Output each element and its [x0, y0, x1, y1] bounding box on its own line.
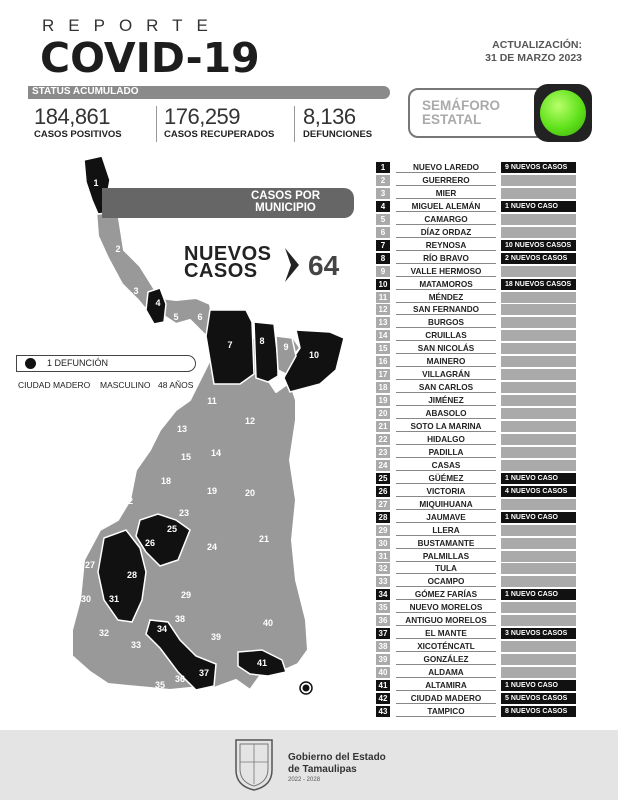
municipio-cases — [501, 266, 576, 277]
municipio-name: PADILLA — [396, 447, 496, 458]
municipio-name: RÍO BRAVO — [396, 253, 496, 264]
municipio-number: 34 — [376, 589, 390, 600]
municipio-number: 32 — [376, 563, 390, 574]
municipio-row — [376, 356, 576, 368]
map-label: 29 — [180, 590, 192, 600]
municipio-row — [376, 551, 576, 563]
municipio-number: 27 — [376, 499, 390, 510]
municipio-cases — [501, 525, 576, 536]
municipio-row — [376, 292, 576, 304]
state-seal-icon — [232, 736, 276, 792]
defuncion-marker — [303, 685, 310, 692]
municipio-number: 30 — [376, 538, 390, 549]
municipio-number: 29 — [376, 525, 390, 536]
municipio-name: GONZÁLEZ — [396, 654, 496, 665]
municipio-number: 37 — [376, 628, 390, 639]
municipio-row — [376, 253, 576, 265]
map-label: 36 — [174, 674, 186, 684]
gobierno-line2: de Tamaulipas — [288, 764, 357, 775]
municipio-number: 10 — [376, 279, 390, 290]
municipio-number: 43 — [376, 706, 390, 717]
municipio-number: 20 — [376, 408, 390, 419]
municipio-name: MIER — [396, 188, 496, 199]
semaforo-label — [422, 99, 500, 127]
municipio-name: CASAS — [396, 460, 496, 471]
municipio-name: TULA — [396, 563, 496, 574]
municipio-name: MÉNDEZ — [396, 292, 496, 303]
municipio-cases — [501, 563, 576, 574]
map-label: 39 — [210, 632, 222, 642]
chevron-right-icon — [283, 248, 301, 282]
map-label: 24 — [206, 542, 218, 552]
map-label: 17 — [126, 460, 138, 470]
map-label: 10 — [308, 350, 320, 360]
municipio-number: 14 — [376, 330, 390, 341]
status-label: STATUS ACUMULADO — [32, 86, 139, 97]
municipio-name: GÓMEZ FARÍAS — [396, 589, 496, 600]
municipio-number: 13 — [376, 317, 390, 328]
municipio-cases — [501, 499, 576, 510]
defuncion-dot-icon — [25, 358, 36, 369]
municipio-cases: 10 NUEVOS CASOS — [501, 240, 576, 251]
municipio-cases — [501, 395, 576, 406]
municipio-cases: 1 NUEVO CASO — [501, 512, 576, 523]
municipio-number: 1 — [376, 162, 390, 173]
municipio-name: GÜÉMEZ — [396, 473, 496, 484]
stat-value: 184,861 — [34, 104, 111, 129]
municipio-number: 17 — [376, 369, 390, 380]
defuncion-sex: MASCULINO — [100, 380, 151, 390]
municipio-cases: 4 NUEVOS CASOS — [501, 486, 576, 497]
map-label: 32 — [98, 628, 110, 638]
municipio-cases — [501, 356, 576, 367]
municipio-row — [376, 162, 576, 174]
municipio-number: 28 — [376, 512, 390, 523]
casos-line1: CASOS POR — [250, 190, 320, 202]
update-label: ACTUALIZACIÓN: — [492, 39, 582, 51]
municipio-row — [376, 654, 576, 666]
municipio-row — [376, 667, 576, 679]
municipio-number: 39 — [376, 654, 390, 665]
municipio-cases — [501, 551, 576, 562]
page-title: COVID-19 — [40, 34, 260, 82]
map-label: 23 — [178, 508, 190, 518]
municipio-number: 23 — [376, 447, 390, 458]
municipio-number: 4 — [376, 201, 390, 212]
municipio-name: BURGOS — [396, 317, 496, 328]
municipio-row — [376, 188, 576, 200]
municipio-row — [376, 240, 576, 252]
municipio-name: CRUILLAS — [396, 330, 496, 341]
municipio-name: ANTIGUO MORELOS — [396, 615, 496, 626]
municipio-number: 35 — [376, 602, 390, 613]
municipio-cases — [501, 447, 576, 458]
municipio-cases — [501, 214, 576, 225]
municipio-cases — [501, 292, 576, 303]
stat-value: 8,136 — [303, 104, 356, 129]
map-label: 13 — [176, 424, 188, 434]
municipio-row — [376, 641, 576, 653]
municipio-row — [376, 628, 576, 640]
gobierno-period: 2022 - 2028 — [288, 777, 321, 783]
stat-defunciones — [303, 104, 372, 140]
map-label: 41 — [256, 658, 268, 668]
map-label: 1 — [93, 178, 99, 188]
municipio-row — [376, 576, 576, 588]
municipio-number: 11 — [376, 292, 390, 303]
map-label: 3 — [133, 286, 139, 296]
municipio-name: OCAMPO — [396, 576, 496, 587]
map-label: 15 — [180, 452, 192, 462]
map-label: 26 — [144, 538, 156, 548]
map-label: 37 — [198, 668, 210, 678]
municipio-cases — [501, 641, 576, 652]
stat-divider — [156, 106, 157, 142]
map-label: 30 — [80, 594, 92, 604]
municipio-cases: 2 NUEVOS CASOS — [501, 253, 576, 264]
municipio-cases — [501, 188, 576, 199]
map-label: 8 — [259, 336, 265, 346]
status-bar — [28, 86, 390, 99]
map-label: 31 — [108, 594, 120, 604]
green-light — [540, 90, 586, 136]
update-date: 31 DE MARZO 2023 — [485, 52, 582, 64]
stat-label: CASOS RECUPERADOS — [164, 129, 275, 140]
municipio-number: 15 — [376, 343, 390, 354]
stat-positivos — [34, 104, 122, 140]
municipio-name: VALLE HERMOSO — [396, 266, 496, 277]
map-label: 7 — [227, 340, 233, 350]
map-label: 5 — [173, 312, 179, 322]
map-label: 27 — [84, 560, 96, 570]
municipio-number: 41 — [376, 680, 390, 691]
municipio-cases — [501, 408, 576, 419]
municipio-number: 16 — [376, 356, 390, 367]
municipio-row — [376, 382, 576, 394]
municipio-number: 24 — [376, 460, 390, 471]
map-label: 20 — [244, 488, 256, 498]
casos-line2: MUNICIPIO — [255, 202, 316, 214]
municipio-cases: 5 NUEVOS CASOS — [501, 693, 576, 704]
municipio-cases — [501, 602, 576, 613]
stat-recuperados — [164, 104, 274, 140]
municipio-name: SOTO LA MARINA — [396, 421, 496, 432]
municipio-number: 36 — [376, 615, 390, 626]
municipio-cases: 9 NUEVOS CASOS — [501, 162, 576, 173]
municipio-name: GUERRERO — [396, 175, 496, 186]
stat-value: 176,259 — [164, 104, 241, 129]
municipio-number: 6 — [376, 227, 390, 238]
municipio-row — [376, 538, 576, 550]
municipio-cases — [501, 615, 576, 626]
map-label: 2 — [115, 244, 121, 254]
map-label: 42 — [286, 676, 298, 686]
municipio-cases — [501, 654, 576, 665]
casos-por-municipio-title — [251, 190, 320, 214]
map-label: 12 — [244, 416, 256, 426]
defuncion-legend-label: 1 DEFUNCIÓN — [47, 358, 109, 368]
municipio-cases — [501, 538, 576, 549]
map-label: 16 — [100, 456, 112, 466]
stat-label: CASOS POSITIVOS — [34, 129, 122, 140]
map-label: 9 — [283, 342, 289, 352]
municipio-cases — [501, 317, 576, 328]
municipio-name: XICOTÉNCATL — [396, 641, 496, 652]
municipio-row — [376, 693, 576, 705]
municipio-row — [376, 460, 576, 472]
municipio-row — [376, 589, 576, 601]
municipio-number: 9 — [376, 266, 390, 277]
casos-por-municipio-banner — [102, 188, 354, 218]
map-label: 14 — [210, 448, 222, 458]
gobierno-line1: Gobierno del Estado — [288, 752, 386, 763]
municipio-row — [376, 499, 576, 511]
report-kicker: REPORTE — [42, 16, 222, 35]
update-info — [485, 39, 582, 65]
municipio-cases: 18 NUEVOS CASOS — [501, 279, 576, 290]
municipio-row — [376, 447, 576, 459]
municipio-cases: 1 NUEVO CASO — [501, 473, 576, 484]
municipio-number: 38 — [376, 641, 390, 652]
municipio-name: TAMPICO — [396, 706, 496, 717]
municipio-cases — [501, 175, 576, 186]
municipio-name: MAINERO — [396, 356, 496, 367]
municipio-number: 40 — [376, 667, 390, 678]
municipio-cases — [501, 369, 576, 380]
municipio-cases — [501, 421, 576, 432]
nuevos-casos-count: 64 — [308, 250, 340, 281]
map-label: 11 — [207, 396, 217, 406]
municipio-row — [376, 602, 576, 614]
municipio-cases: 1 NUEVO CASO — [501, 680, 576, 691]
map-label: 25 — [166, 524, 178, 534]
nuevos-line1: NUEVOS — [184, 243, 272, 265]
municipio-name: BUSTAMANTE — [396, 538, 496, 549]
municipio-row — [376, 421, 576, 433]
municipio-name: VILLAGRÁN — [396, 369, 496, 380]
municipio-number: 42 — [376, 693, 390, 704]
map-label: 21 — [258, 534, 270, 544]
municipio-name: MATAMOROS — [396, 279, 496, 290]
footer — [0, 730, 618, 800]
municipio-number: 31 — [376, 551, 390, 562]
municipio-name: NUEVO MORELOS — [396, 602, 496, 613]
municipio-row — [376, 680, 576, 692]
municipio-number: 12 — [376, 304, 390, 315]
tamaulipas-map — [60, 150, 360, 700]
semaforo-panel — [408, 88, 582, 138]
municipio-name: CAMARGO — [396, 214, 496, 225]
gobierno-label — [288, 752, 386, 776]
municipio-row — [376, 408, 576, 420]
municipio-name: CIUDAD MADERO — [396, 693, 496, 704]
stat-label: DEFUNCIONES — [303, 129, 373, 140]
municipio-row — [376, 395, 576, 407]
municipio-name: MIGUEL ALEMÁN — [396, 201, 496, 212]
municipio-row — [376, 266, 576, 278]
semaforo-line2: ESTATAL — [422, 112, 482, 127]
municipio-number: 3 — [376, 188, 390, 199]
municipio-row — [376, 330, 576, 342]
nuevos-line2: CASOS — [184, 260, 258, 282]
map-label: 40 — [262, 618, 274, 628]
stat-divider — [294, 106, 295, 142]
municipio-cases — [501, 434, 576, 445]
municipio-number: 8 — [376, 253, 390, 264]
defuncion-place: CIUDAD MADERO — [18, 380, 91, 390]
map-label: 4 — [155, 298, 161, 308]
municipio-name: PALMILLAS — [396, 551, 496, 562]
municipio-row — [376, 227, 576, 239]
municipio-number: 21 — [376, 421, 390, 432]
municipio-row — [376, 279, 576, 291]
municipio-number: 25 — [376, 473, 390, 484]
municipio-cases — [501, 382, 576, 393]
municipio-cases — [501, 460, 576, 471]
municipio-number: 5 — [376, 214, 390, 225]
municipio-name: EL MANTE — [396, 628, 496, 639]
municipio-name: SAN FERNANDO — [396, 304, 496, 315]
municipio-row — [376, 317, 576, 329]
defuncion-legend — [16, 355, 196, 372]
municipio-number: 2 — [376, 175, 390, 186]
municipio-number: 22 — [376, 434, 390, 445]
municipio-row — [376, 304, 576, 316]
semaforo-line1: SEMÁFORO — [422, 98, 501, 113]
municipio-row — [376, 512, 576, 524]
municipio-name: VICTORIA — [396, 486, 496, 497]
municipio-name: SAN NICOLÁS — [396, 343, 496, 354]
municipio-name: ALDAMA — [396, 667, 496, 678]
municipio-name: HIDALGO — [396, 434, 496, 445]
municipio-row — [376, 175, 576, 187]
municipio-number: 19 — [376, 395, 390, 406]
municipio-name: LLERA — [396, 525, 496, 536]
nuevos-casos-title — [184, 243, 272, 282]
traffic-light-icon — [534, 84, 592, 142]
municipio-cases — [501, 304, 576, 315]
municipio-row — [376, 706, 576, 718]
map-label: 18 — [160, 476, 172, 486]
municipio-row — [376, 563, 576, 575]
municipio-name: MIQUIHUANA — [396, 499, 496, 510]
municipio-row — [376, 615, 576, 627]
municipio-cases: 3 NUEVOS CASOS — [501, 628, 576, 639]
municipio-number: 33 — [376, 576, 390, 587]
municipio-row — [376, 214, 576, 226]
municipio-cases — [501, 576, 576, 587]
municipio-name: JAUMAVE — [396, 512, 496, 523]
municipio-row — [376, 473, 576, 485]
municipio-number: 18 — [376, 382, 390, 393]
municipio-cases — [501, 667, 576, 678]
municipio-name: ABASOLO — [396, 408, 496, 419]
municipio-cases: 1 NUEVO CASO — [501, 589, 576, 600]
municipio-row — [376, 369, 576, 381]
map-label: 43 — [274, 682, 286, 692]
municipio-cases — [501, 330, 576, 341]
map-label: 38 — [174, 614, 186, 624]
municipio-row — [376, 201, 576, 213]
municipio-cases: 1 NUEVO CASO — [501, 201, 576, 212]
map-label: 34 — [156, 624, 168, 634]
municipio-row — [376, 343, 576, 355]
municipio-name: REYNOSA — [396, 240, 496, 251]
municipio-name: NUEVO LAREDO — [396, 162, 496, 173]
municipio-name: ALTAMIRA — [396, 680, 496, 691]
municipio-cases — [501, 343, 576, 354]
map-label: 35 — [154, 680, 166, 690]
municipio-cases — [501, 227, 576, 238]
map-label: 33 — [130, 640, 142, 650]
municipio-cases: 8 NUEVOS CASOS — [501, 706, 576, 717]
municipio-name: SAN CARLOS — [396, 382, 496, 393]
municipio-row — [376, 434, 576, 446]
municipio-number: 26 — [376, 486, 390, 497]
map-label: 19 — [206, 486, 218, 496]
municipio-number: 7 — [376, 240, 390, 251]
defuncion-age: 48 AÑOS — [158, 380, 194, 390]
map-region-8 — [254, 322, 278, 382]
map-label: 28 — [126, 570, 138, 580]
map-label: 6 — [197, 312, 203, 322]
municipio-row — [376, 525, 576, 537]
municipio-name: JIMÉNEZ — [396, 395, 496, 406]
map-label: 22 — [122, 496, 134, 506]
municipio-name: DÍAZ ORDAZ — [396, 227, 496, 238]
municipio-row — [376, 486, 576, 498]
